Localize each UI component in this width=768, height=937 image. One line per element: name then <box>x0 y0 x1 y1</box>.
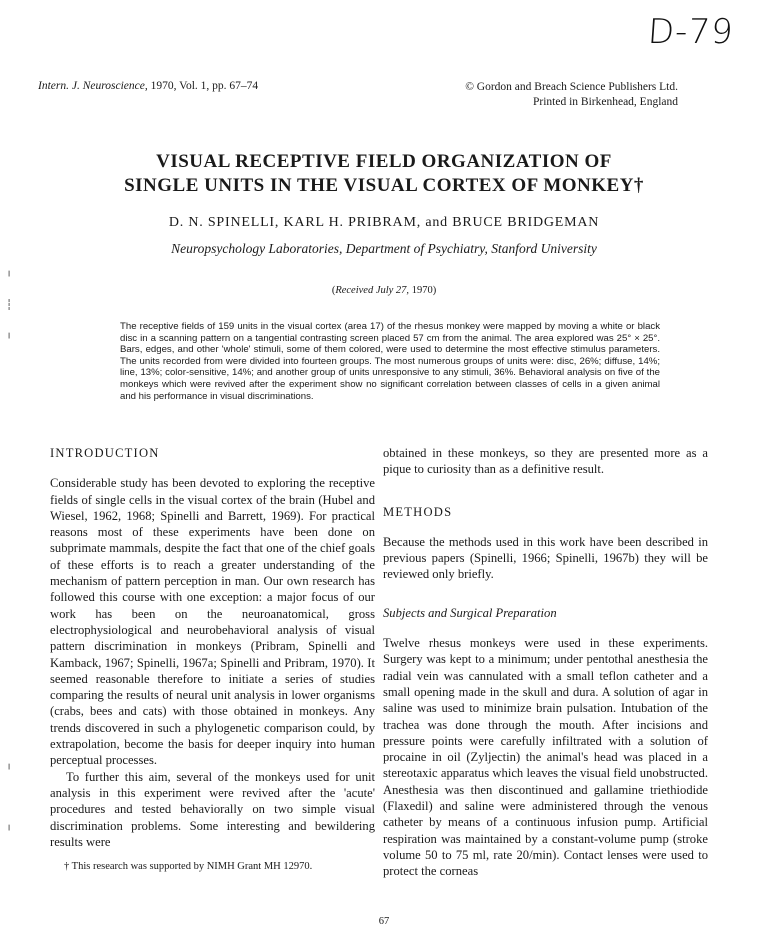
introduction-continuation: obtained in these monkeys, so they are presented more as a pique to curiosity than as a definitive result. <box>383 446 708 477</box>
received-open: ( <box>331 285 336 296</box>
margin-scan-mark: ╷ <box>6 328 13 339</box>
publisher-info <box>465 80 678 110</box>
handwritten-document-id: D-79 <box>646 12 736 52</box>
funding-footnote: † This research was supported by NIMH Grant MH 12970. <box>64 861 313 873</box>
abstract: The receptive fields of 159 units in the visual cortex (area 17) of the rhesus monkey were mapped by moving a white or black disc in a scanning pattern on a tangential contrasting screen placed 57 cm from the animal. The area explored was 25° × 25°. Bars, edges, and other 'whole' stimuli, some of them colored, were used to determine the most effective stimulus parameters. The units recorded from were divided into fourteen groups. The most numerous groups of units were: disc, 26%; diffuse, 14%; line, 13%; color-sensitive, 14%; and another group of units unresponsive to any stimuli, 36%. Behavioral analysis on five of the monkeys which were revived after the experiment show no significant correlation between classes of cells in a given animal and his performance in visual discriminations. <box>120 321 660 402</box>
margin-scan-mark: ╵ <box>6 272 13 283</box>
received-date <box>0 285 768 296</box>
left-column <box>50 445 375 873</box>
margin-scan-mark: ┆ <box>6 300 13 311</box>
right-column <box>383 445 708 880</box>
journal-volume-pages: 1970, Vol. 1, pp. 67–74 <box>147 80 259 92</box>
title-line-2: SINGLE UNITS IN THE VISUAL CORTEX OF MONKEY† <box>124 175 644 196</box>
title-line-1: VISUAL RECEPTIVE FIELD ORGANIZATION OF <box>156 151 612 172</box>
article-title <box>0 150 768 198</box>
publisher-location: Printed in Birkenhead, England <box>533 96 678 108</box>
affiliation: Neuropsychology Laboratories, Department of Psychiatry, Stanford University <box>171 241 597 256</box>
subjects-paragraph: Twelve rhesus monkeys were used in these experiments. Surgery was kept to a minimum; under pentothal anesthesia the radial vein was cannulated with a small teflon catheter and a small opening made in the skull and dura. A solution of agar in saline was used to minimize brain pulsation. Intubation of the trachea was done through the mouth. After incisions and pressure points were carefully infiltrated with a solution of procaine in oil (Zyljectin) the animal's head was placed in a stereotaxic apparatus which leaves the visual field unobstructed. Anesthesia was then discontinued and gallamine triethiodide (Flaxedil) and saline were administered through the venous catheter by means of a continuous infusion pump. Artificial respiration was maintained by a constant-volume pump (stroke volume 50 to 75 ml, rate 20/min). Contact lenses were used to protect the corneas <box>383 636 708 879</box>
introduction-paragraph-1: Considerable study has been devoted to exploring the receptive fields of single cells in the visual cortex of the brain (Hubel and Wiesel, 1962, 1968; Spinelli and Barrett, 1969). For practical reasons most of these experiments have been done on subprimate mammals, despite the fact that one of the chief goals of these efforts is to reach a greater understanding of the mechanism of pattern perception in man. Our own research has followed this course with one exception: a major focus of our work has been on the neuroanatomical, gross electrophysiological and neurobehavioral analysis of visual pattern discrimination in monkeys (Pribram, Spinelli and Kamback, 1967; Spinelli, 1967a; Spinelli and Pribram, 1970). It seemed reasonable therefore to initiate a series of studies comparing the results of neural unit analysis in lower organisms (crabs, bees and cats) with those obtained in monkeys. Any trends discovered in such a phylogenetic comparison could, by extrapolation, become the basis for deeper inquiry into human perceptual processes. <box>50 476 375 768</box>
subjects-subheading: Subjects and Surgical Preparation <box>383 605 557 620</box>
margin-scan-mark: ╵ <box>6 765 13 776</box>
introduction-heading: INTRODUCTION <box>50 446 160 460</box>
page-number: 67 <box>378 916 390 927</box>
introduction-paragraph-2: To further this aim, several of the monkeys used for unit analysis in this experiment were revived after the 'acute' procedures and tested behaviorally on two simple visual discrimination problems. Some interesting and bewildering results were <box>50 769 375 849</box>
journal-citation <box>38 80 258 92</box>
received-label: Received July 27, <box>335 285 410 296</box>
publisher-copyright: © Gordon and Breach Science Publishers Ltd. <box>465 81 678 93</box>
margin-scan-mark: ╷ <box>6 820 13 831</box>
methods-paragraph: Because the methods used in this work have been described in previous papers (Spinelli, 1966; Spinelli, 1967b) they will be reviewed only briefly. <box>383 534 708 582</box>
authors: D. N. SPINELLI, KARL H. PRIBRAM, and BRUCE BRIDGEMAN <box>168 215 600 230</box>
methods-heading: METHODS <box>383 504 453 519</box>
journal-name: Intern. J. Neuroscience, <box>38 80 148 92</box>
received-close: 1970) <box>409 285 437 296</box>
